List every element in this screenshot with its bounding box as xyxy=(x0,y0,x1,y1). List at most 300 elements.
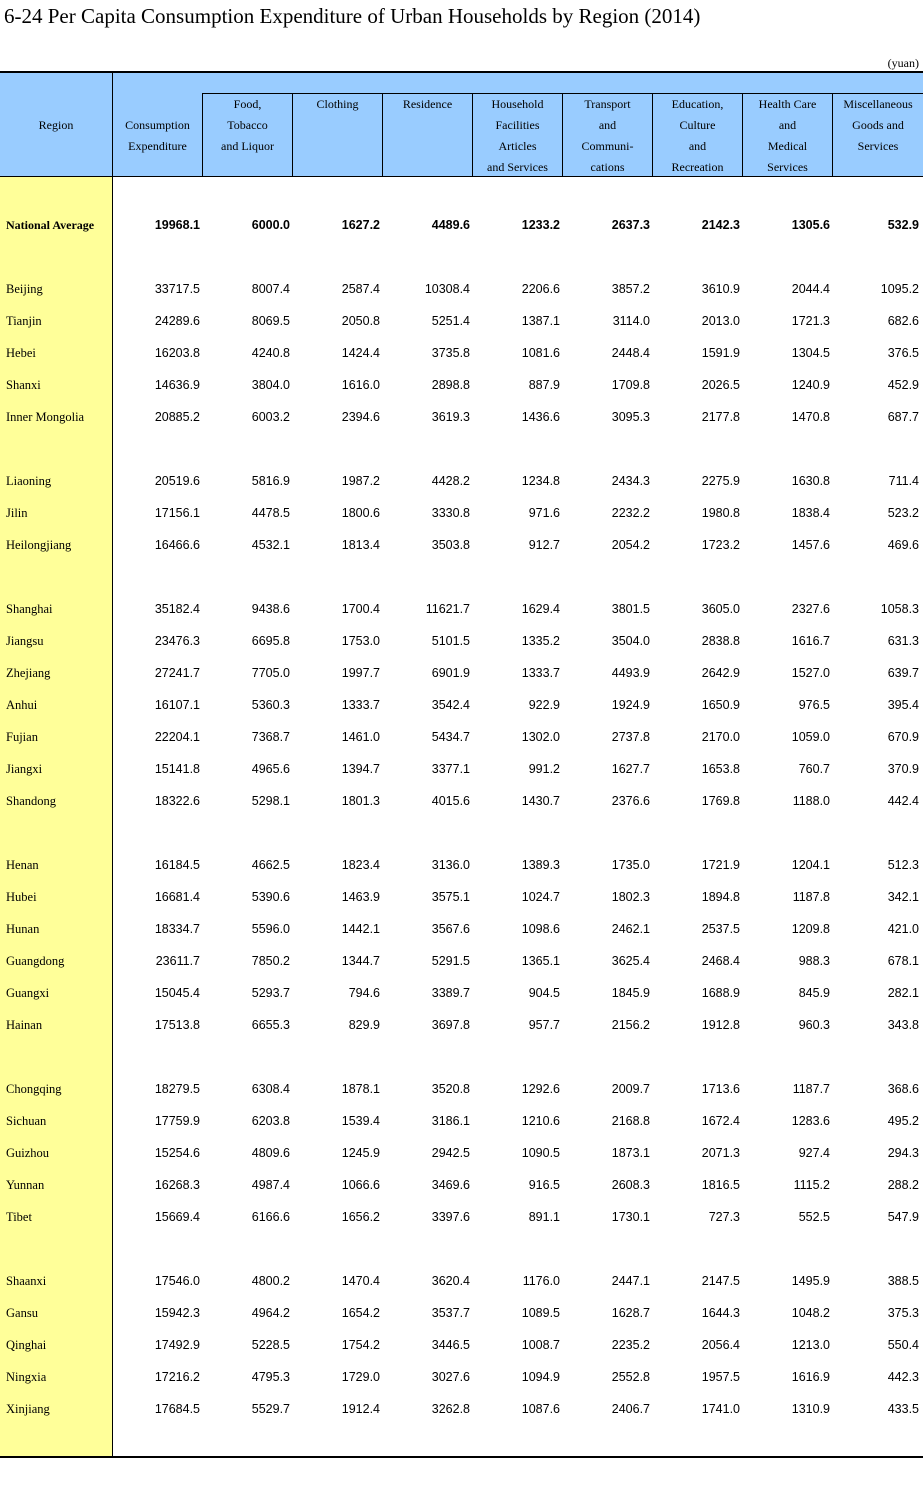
table-cell: 1957.5 xyxy=(701,1370,740,1384)
table-cell: 1539.4 xyxy=(341,1114,380,1128)
table-cell: 1213.0 xyxy=(791,1338,830,1352)
table-cell: 1066.6 xyxy=(341,1178,380,1192)
table-cell: 1387.1 xyxy=(521,314,560,328)
table-cell: 1753.0 xyxy=(341,634,380,648)
region-name: Henan xyxy=(6,858,39,872)
table-cell: 547.9 xyxy=(887,1210,919,1224)
table-row xyxy=(0,1111,923,1131)
region-name: Hainan xyxy=(6,1018,43,1032)
header-transport-communications: Transport and Communi- cations xyxy=(581,97,634,174)
region-name: Jiangsu xyxy=(6,634,44,648)
table-cell: 288.2 xyxy=(887,1178,919,1192)
header-miscellaneous: Miscellaneous Goods and Services xyxy=(843,97,913,153)
table-cell: 2013.0 xyxy=(701,314,740,328)
table-cell: 17513.8 xyxy=(154,1018,200,1032)
table-cell: 5434.7 xyxy=(431,730,470,744)
table-row xyxy=(0,343,923,363)
table-cell: 1838.4 xyxy=(791,506,830,520)
table-cell: 18279.5 xyxy=(154,1082,200,1096)
table-cell: 1394.7 xyxy=(341,762,380,776)
table-cell: 3186.1 xyxy=(431,1114,470,1128)
table-cell: 6695.8 xyxy=(251,634,290,648)
table-cell: 6203.8 xyxy=(251,1114,290,1128)
table-cell: 1894.8 xyxy=(701,890,740,904)
table-cell: 2168.8 xyxy=(611,1114,650,1128)
table-cell: 5228.5 xyxy=(251,1338,290,1352)
table-cell: 16107.1 xyxy=(154,698,200,712)
table-cell: 1912.4 xyxy=(341,1402,380,1416)
table-cell: 1823.4 xyxy=(341,858,380,872)
table-cell: 760.7 xyxy=(798,762,830,776)
header-household-facilities: Household Facilities Articles and Services xyxy=(487,97,548,174)
table-cell: 1629.4 xyxy=(521,602,560,616)
table-cell: 14636.9 xyxy=(154,378,200,392)
table-cell: 631.3 xyxy=(887,634,919,648)
table-cell: 1204.1 xyxy=(791,858,830,872)
table-cell: 3804.0 xyxy=(251,378,290,392)
table-cell: 552.5 xyxy=(798,1210,830,1224)
region-name: Hubei xyxy=(6,890,37,904)
table-cell: 17546.0 xyxy=(154,1274,200,1288)
table-cell: 5529.7 xyxy=(251,1402,290,1416)
table-cell: 1430.7 xyxy=(521,794,560,808)
table-cell: 1210.6 xyxy=(521,1114,560,1128)
table-cell: 1800.6 xyxy=(341,506,380,520)
table-cell: 10308.4 xyxy=(424,282,470,296)
table-cell: 4240.8 xyxy=(251,346,290,360)
table-cell: 2054.2 xyxy=(611,538,650,552)
table-cell: 1283.6 xyxy=(791,1114,830,1128)
table-cell: 1997.7 xyxy=(341,666,380,680)
table-cell: 15669.4 xyxy=(154,1210,200,1224)
table-cell: 1234.8 xyxy=(521,474,560,488)
table-cell: 442.3 xyxy=(887,1370,919,1384)
table-cell: 988.3 xyxy=(798,954,830,968)
table-cell: 15045.4 xyxy=(154,986,200,1000)
table-cell: 1187.8 xyxy=(792,890,830,904)
table-cell: 1495.9 xyxy=(791,1274,830,1288)
region-name: Gansu xyxy=(6,1306,38,1320)
table-cell: 3389.7 xyxy=(431,986,470,1000)
header-education-culture-recreation: Education, Culture and Recreation xyxy=(671,97,724,174)
table-cell: 1115.2 xyxy=(793,1178,830,1192)
table-cell: 1769.8 xyxy=(701,794,740,808)
table-cell: 639.7 xyxy=(887,666,919,680)
table-cell: 3857.2 xyxy=(611,282,650,296)
table-cell: 4662.5 xyxy=(251,858,290,872)
region-name: Shanxi xyxy=(6,378,41,392)
table-cell: 1754.2 xyxy=(341,1338,380,1352)
table-cell: 23476.3 xyxy=(154,634,200,648)
table-bottom-rule xyxy=(0,1456,923,1458)
table-cell: 1873.1 xyxy=(611,1146,650,1160)
region-name: Hebei xyxy=(6,346,36,360)
region-name: Inner Mongolia xyxy=(6,410,85,424)
table-row xyxy=(0,791,923,811)
table-cell: 7368.7 xyxy=(251,730,290,744)
table-cell: 1209.8 xyxy=(791,922,830,936)
table-cell: 2642.9 xyxy=(701,666,740,680)
table-cell: 1616.7 xyxy=(791,634,830,648)
table-cell: 2447.1 xyxy=(611,1274,650,1288)
table-cell: 2838.8 xyxy=(701,634,740,648)
table-cell: 3619.3 xyxy=(431,410,470,424)
table-row xyxy=(0,471,923,491)
table-cell: 17156.1 xyxy=(154,506,200,520)
table-cell: 1845.9 xyxy=(611,986,650,1000)
region-name: Fujian xyxy=(6,730,38,744)
table-cell: 17216.2 xyxy=(154,1370,200,1384)
table-cell: 1344.7 xyxy=(341,954,380,968)
table-cell: 4493.9 xyxy=(611,666,650,680)
table-cell: 3262.8 xyxy=(431,1402,470,1416)
table-cell: 1709.8 xyxy=(611,378,650,392)
table-cell: 24289.6 xyxy=(154,314,200,328)
table-cell: 1700.4 xyxy=(341,602,380,616)
table-cell: 15141.8 xyxy=(154,762,200,776)
table-row xyxy=(0,1335,923,1355)
table-cell: 2142.3 xyxy=(701,218,740,232)
table-row xyxy=(0,279,923,299)
region-name: Heilongjiang xyxy=(6,538,72,552)
national-average-row xyxy=(0,215,923,235)
table-cell: 2942.5 xyxy=(431,1146,470,1160)
table-cell: 2275.9 xyxy=(701,474,740,488)
table-cell: 2608.3 xyxy=(611,1178,650,1192)
table-cell: 1630.8 xyxy=(791,474,830,488)
table-cell: 1878.1 xyxy=(341,1082,380,1096)
table-cell: 442.4 xyxy=(887,794,919,808)
table-cell: 1656.2 xyxy=(341,1210,380,1224)
table-cell: 2637.3 xyxy=(611,218,650,232)
table-cell: 1094.9 xyxy=(521,1370,560,1384)
table-cell: 1087.6 xyxy=(521,1402,560,1416)
table-cell: 421.0 xyxy=(887,922,919,936)
table-cell: 687.7 xyxy=(887,410,919,424)
table-cell: 1081.6 xyxy=(521,346,560,360)
table-row xyxy=(0,1271,923,1291)
table-row xyxy=(0,951,923,971)
table-cell: 4987.4 xyxy=(251,1178,290,1192)
table-cell: 2327.6 xyxy=(791,602,830,616)
table-cell: 2434.3 xyxy=(611,474,650,488)
table-cell: 1187.7 xyxy=(792,1082,830,1096)
table-cell: 1801.3 xyxy=(341,794,380,808)
table-row xyxy=(0,695,923,715)
table-cell: 1048.2 xyxy=(791,1306,830,1320)
table-cell: 1644.3 xyxy=(701,1306,740,1320)
table-cell: 2206.6 xyxy=(521,282,560,296)
table-cell: 916.5 xyxy=(528,1178,560,1192)
table-cell: 1653.8 xyxy=(701,762,740,776)
table-cell: 1688.9 xyxy=(701,986,740,1000)
table-cell: 3114.0 xyxy=(612,314,650,328)
table-cell: 794.6 xyxy=(348,986,380,1000)
table-cell: 1310.9 xyxy=(791,1402,830,1416)
table-cell: 550.4 xyxy=(887,1338,919,1352)
table-cell: 512.3 xyxy=(887,858,919,872)
table-row xyxy=(0,1303,923,1323)
table-cell: 3377.1 xyxy=(431,762,470,776)
table-cell: 1729.0 xyxy=(341,1370,380,1384)
table-cell: 2462.1 xyxy=(611,922,650,936)
region-name: Liaoning xyxy=(6,474,52,488)
table-cell: 4964.2 xyxy=(251,1306,290,1320)
table-cell: 1233.2 xyxy=(521,218,560,232)
table-cell: 991.2 xyxy=(528,762,560,776)
table-cell: 3542.4 xyxy=(431,698,470,712)
table-cell: 4532.1 xyxy=(251,538,290,552)
header-clothing: Clothing xyxy=(316,97,359,111)
table-cell: 912.7 xyxy=(528,538,560,552)
table-cell: 1365.1 xyxy=(521,954,560,968)
table-cell: 4478.5 xyxy=(251,506,290,520)
table-cell: 6166.6 xyxy=(251,1210,290,1224)
table-cell: 2232.2 xyxy=(611,506,650,520)
region-name: Hunan xyxy=(6,922,40,936)
region-name: Tianjin xyxy=(6,314,42,328)
table-cell: 2898.8 xyxy=(431,378,470,392)
table-cell: 1442.1 xyxy=(341,922,380,936)
table-cell: 2448.4 xyxy=(611,346,650,360)
table-cell: 3620.4 xyxy=(431,1274,470,1288)
table-cell: 6901.9 xyxy=(431,666,470,680)
table-cell: 1470.8 xyxy=(791,410,830,424)
table-cell: 1980.8 xyxy=(701,506,740,520)
table-cell: 2156.2 xyxy=(611,1018,650,1032)
table-cell: 395.4 xyxy=(887,698,919,712)
table-cell: 3095.3 xyxy=(611,410,650,424)
table-cell: 18334.7 xyxy=(154,922,200,936)
table-row xyxy=(0,887,923,907)
table-cell: 1305.6 xyxy=(791,218,830,232)
table-cell: 1723.2 xyxy=(701,538,740,552)
table-cell: 11621.7 xyxy=(425,602,470,616)
table-cell: 1095.2 xyxy=(880,282,919,296)
table-row xyxy=(0,855,923,875)
table-cell: 1436.6 xyxy=(521,410,560,424)
table-cell: 18322.6 xyxy=(154,794,200,808)
table-cell: 1090.5 xyxy=(521,1146,560,1160)
table-cell: 1176.0 xyxy=(522,1274,560,1288)
table-cell: 5596.0 xyxy=(251,922,290,936)
table-cell: 4795.3 xyxy=(251,1370,290,1384)
table-cell: 904.5 xyxy=(528,986,560,1000)
table-cell: 20519.6 xyxy=(154,474,200,488)
table-cell: 2056.4 xyxy=(701,1338,740,1352)
table-cell: 370.9 xyxy=(887,762,919,776)
region-name: Ningxia xyxy=(6,1370,47,1384)
table-cell: 1627.2 xyxy=(341,218,380,232)
region-name: Xinjiang xyxy=(6,1402,50,1416)
table-cell: 2044.4 xyxy=(791,282,830,296)
table-cell: 682.6 xyxy=(887,314,919,328)
table-cell: 523.2 xyxy=(887,506,919,520)
table-cell: 16268.3 xyxy=(154,1178,200,1192)
table-cell: 3697.8 xyxy=(431,1018,470,1032)
table-cell: 532.9 xyxy=(887,218,919,232)
table-cell: 8069.5 xyxy=(251,314,290,328)
table-row xyxy=(0,599,923,619)
table-cell: 727.3 xyxy=(708,1210,740,1224)
table-cell: 4489.6 xyxy=(431,218,470,232)
table-cell: 23611.7 xyxy=(155,954,200,968)
table-cell: 2147.5 xyxy=(701,1274,740,1288)
table-cell: 1292.6 xyxy=(521,1082,560,1096)
table-cell: 2587.4 xyxy=(341,282,380,296)
region-name: Shandong xyxy=(6,794,56,808)
table-cell: 1335.2 xyxy=(521,634,560,648)
table-cell: 282.1 xyxy=(887,986,919,1000)
table-row xyxy=(0,983,923,1003)
table-cell: 343.8 xyxy=(887,1018,919,1032)
table-cell: 3503.8 xyxy=(431,538,470,552)
table-cell: 1628.7 xyxy=(611,1306,650,1320)
region-name: Shanghai xyxy=(6,602,53,616)
table-cell: 5293.7 xyxy=(251,986,290,1000)
table-cell: 15254.6 xyxy=(154,1146,200,1160)
table-cell: 5360.3 xyxy=(251,698,290,712)
table-row xyxy=(0,1367,923,1387)
table-cell: 1461.0 xyxy=(341,730,380,744)
region-name: Jilin xyxy=(6,506,28,520)
table-cell: 3537.7 xyxy=(431,1306,470,1320)
table-cell: 22204.1 xyxy=(154,730,200,744)
region-name: Chongqing xyxy=(6,1082,62,1096)
table-cell: 3605.0 xyxy=(701,602,740,616)
header-food-tobacco-liquor: Food, Tobacco and Liquor xyxy=(221,97,274,153)
header-health-care-medical: Health Care and Medical Services xyxy=(758,97,817,174)
table-cell: 1713.6 xyxy=(701,1082,740,1096)
region-name: Shaanxi xyxy=(6,1274,47,1288)
table-cell: 4809.6 xyxy=(251,1146,290,1160)
table-cell: 2737.8 xyxy=(611,730,650,744)
table-cell: 15942.3 xyxy=(154,1306,200,1320)
table-cell: 3330.8 xyxy=(431,506,470,520)
table-cell: 2376.6 xyxy=(611,794,650,808)
table-cell: 2468.4 xyxy=(701,954,740,968)
table-cell: 5816.9 xyxy=(251,474,290,488)
table-cell: 16203.8 xyxy=(154,346,200,360)
table-cell: 9438.6 xyxy=(251,602,290,616)
region-name: Guangdong xyxy=(6,954,65,968)
table-cell: 2009.7 xyxy=(611,1082,650,1096)
table-row xyxy=(0,759,923,779)
table-cell: 2026.5 xyxy=(701,378,740,392)
table-cell: 1924.9 xyxy=(611,698,650,712)
table-cell: 368.6 xyxy=(887,1082,919,1096)
table-cell: 3735.8 xyxy=(431,346,470,360)
table-cell: 16681.4 xyxy=(154,890,200,904)
table-cell: 891.1 xyxy=(528,1210,560,1224)
table-cell: 1741.0 xyxy=(701,1402,740,1416)
table-cell: 3801.5 xyxy=(611,602,650,616)
table-cell: 469.6 xyxy=(887,538,919,552)
table-cell: 1188.0 xyxy=(792,794,830,808)
table-cell: 670.9 xyxy=(887,730,919,744)
table-cell: 3136.0 xyxy=(431,858,470,872)
table-cell: 388.5 xyxy=(887,1274,919,1288)
table-cell: 976.5 xyxy=(798,698,830,712)
table-cell: 7705.0 xyxy=(251,666,290,680)
table-row xyxy=(0,1207,923,1227)
table-cell: 4428.2 xyxy=(431,474,470,488)
table-cell: 1457.6 xyxy=(791,538,830,552)
table-cell: 1802.3 xyxy=(611,890,650,904)
table-row xyxy=(0,1175,923,1195)
table-cell: 2394.6 xyxy=(341,410,380,424)
table-cell: 4800.2 xyxy=(251,1274,290,1288)
table-cell: 1672.4 xyxy=(701,1114,740,1128)
table-cell: 957.7 xyxy=(528,1018,560,1032)
table-cell: 1627.7 xyxy=(611,762,650,776)
table-cell: 1527.0 xyxy=(791,666,830,680)
table-row xyxy=(0,375,923,395)
table-cell: 495.2 xyxy=(887,1114,919,1128)
table-cell: 2235.2 xyxy=(611,1338,650,1352)
table-cell: 3625.4 xyxy=(611,954,650,968)
table-cell: 2406.7 xyxy=(611,1402,650,1416)
table-cell: 711.4 xyxy=(888,474,919,488)
table-cell: 2170.0 xyxy=(701,730,740,744)
table-cell: 678.1 xyxy=(887,954,919,968)
table-cell: 16184.5 xyxy=(154,858,200,872)
table-cell: 6308.4 xyxy=(251,1082,290,1096)
table-cell: 5291.5 xyxy=(431,954,470,968)
region-name: Guangxi xyxy=(6,986,50,1000)
table-cell: 3567.6 xyxy=(431,922,470,936)
table-cell: 1721.9 xyxy=(701,858,740,872)
region-name: Anhui xyxy=(6,698,38,712)
table-cell: 1389.3 xyxy=(521,858,560,872)
table-cell: 2537.5 xyxy=(701,922,740,936)
table-cell: 19968.1 xyxy=(154,218,200,232)
table-cell: 33717.5 xyxy=(154,282,200,296)
header-residence: Residence xyxy=(402,97,453,111)
table-cell: 3520.8 xyxy=(431,1082,470,1096)
table-cell: 17684.5 xyxy=(154,1402,200,1416)
region-name: Yunnan xyxy=(6,1178,45,1192)
table-cell: 1024.7 xyxy=(521,890,560,904)
region-name: Beijing xyxy=(6,282,43,296)
table-cell: 4965.6 xyxy=(251,762,290,776)
table-cell: 1721.3 xyxy=(791,314,830,328)
table-cell: 960.3 xyxy=(798,1018,830,1032)
region-name: Sichuan xyxy=(6,1114,47,1128)
table-cell: 1059.0 xyxy=(791,730,830,744)
table-cell: 3027.6 xyxy=(431,1370,470,1384)
table-row xyxy=(0,631,923,651)
unit-label: (yuan) xyxy=(887,56,919,70)
table-cell: 922.9 xyxy=(528,698,560,712)
header-consumption-expenditure: Consumption Expenditure xyxy=(125,118,190,153)
table-cell: 294.3 xyxy=(887,1146,919,1160)
table-cell: 1089.5 xyxy=(521,1306,560,1320)
table-cell: 2552.8 xyxy=(611,1370,650,1384)
table-cell: 887.9 xyxy=(528,378,560,392)
table-cell: 1735.0 xyxy=(611,858,650,872)
table-row xyxy=(0,407,923,427)
table-cell: 5101.5 xyxy=(431,634,470,648)
table-cell: 1333.7 xyxy=(521,666,560,680)
table-cell: 3575.1 xyxy=(431,890,470,904)
table-cell: 6000.0 xyxy=(251,218,290,232)
table-cell: 6003.2 xyxy=(251,410,290,424)
table-row xyxy=(0,1399,923,1419)
table-cell: 1591.9 xyxy=(701,346,740,360)
table-cell: 1008.7 xyxy=(521,1338,560,1352)
table-row xyxy=(0,311,923,331)
